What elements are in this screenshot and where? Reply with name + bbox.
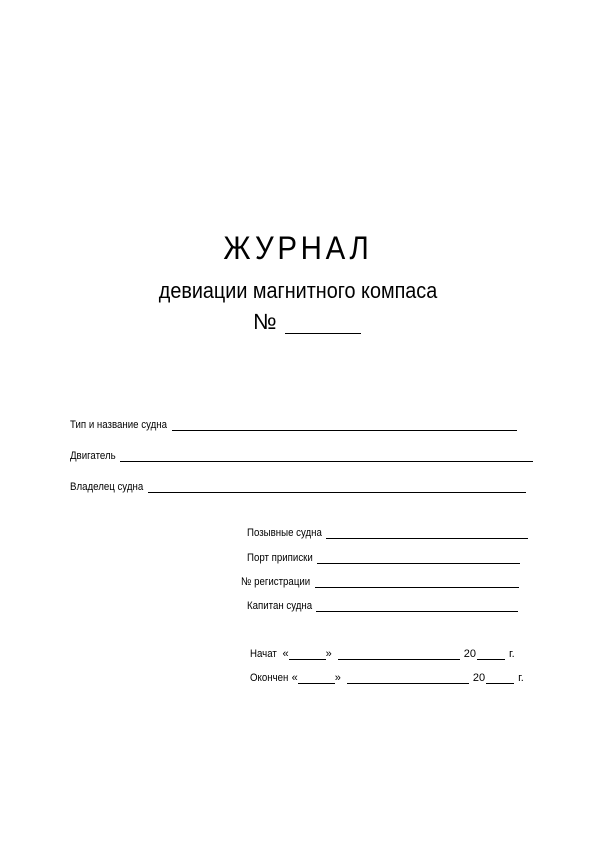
started-day-field[interactable] (289, 649, 326, 660)
ended-close-quote: » (334, 672, 341, 684)
ended-open-quote: « (291, 672, 298, 684)
call-sign-label: Позывные судна (247, 527, 322, 539)
engine-row (70, 451, 533, 462)
owner-field[interactable] (148, 482, 526, 493)
owner-label: Владелец судна (70, 481, 144, 493)
captain-row (247, 601, 518, 612)
ended-day-field[interactable] (298, 673, 335, 684)
journal-number-field[interactable] (285, 311, 361, 334)
started-month-field[interactable] (338, 649, 460, 660)
home-port-field[interactable] (317, 553, 520, 564)
journal-subtitle: девиации магнитного компаса (158, 278, 438, 303)
call-sign-field[interactable] (326, 528, 528, 539)
ended-century: 20 (472, 672, 486, 684)
vessel-type-name-label: Тип и название судна (70, 419, 167, 431)
engine-field[interactable] (120, 451, 533, 462)
vessel-type-name-field[interactable] (172, 420, 517, 431)
ended-label: Окончен (250, 672, 289, 684)
started-close-quote: » (325, 648, 332, 660)
call-sign-row (247, 528, 528, 539)
started-row (250, 649, 515, 660)
vessel-type-name-row (70, 420, 517, 431)
owner-row (70, 482, 526, 493)
ended-row (250, 673, 524, 684)
ended-year-suffix: г. (518, 672, 524, 684)
started-century: 20 (463, 648, 476, 660)
started-open-quote: « (282, 648, 289, 660)
registration-row (241, 577, 519, 588)
started-year-field[interactable] (477, 649, 505, 660)
captain-label: Капитан судна (247, 600, 313, 612)
home-port-label: Порт приписки (247, 552, 313, 564)
journal-title: ЖУРНАЛ (223, 230, 373, 266)
started-year-suffix: г. (508, 648, 515, 660)
ended-year-field[interactable] (486, 673, 514, 684)
registration-label: № регистрации (241, 576, 311, 588)
started-label: Начат (250, 648, 277, 660)
journal-number-row (253, 311, 361, 334)
engine-label: Двигатель (70, 450, 116, 462)
number-sign: № (253, 309, 277, 334)
home-port-row (247, 553, 520, 564)
ended-month-field[interactable] (347, 673, 469, 684)
registration-field[interactable] (315, 577, 519, 588)
captain-field[interactable] (316, 601, 518, 612)
